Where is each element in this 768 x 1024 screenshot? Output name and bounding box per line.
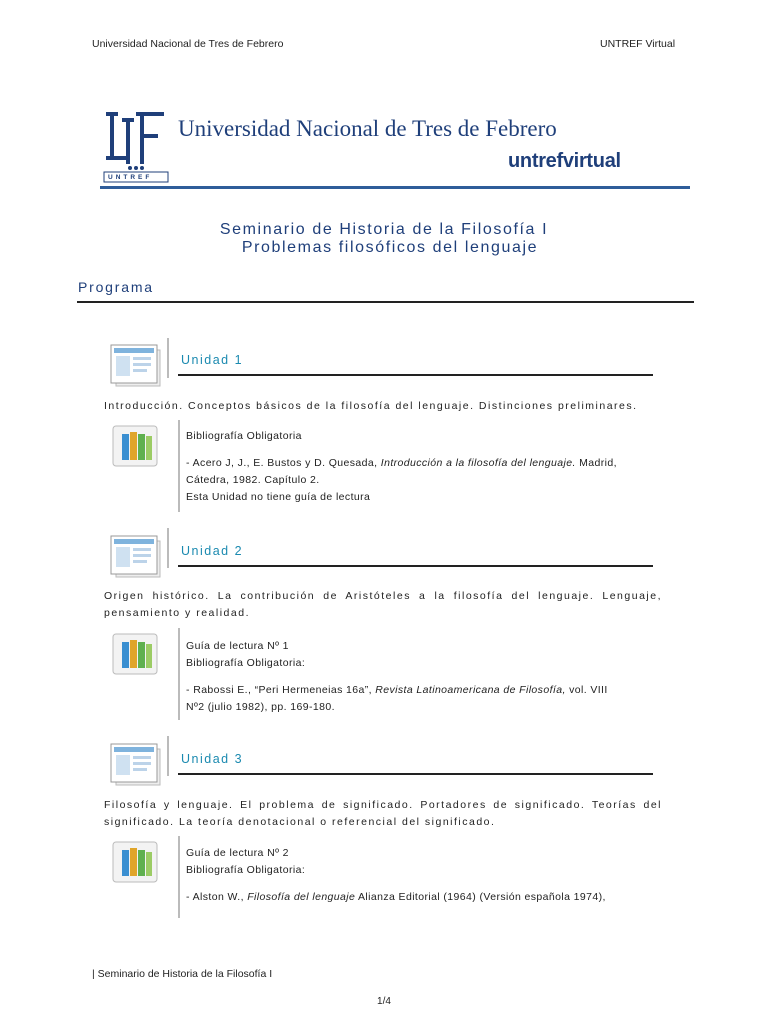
document-icon xyxy=(108,531,162,581)
unit-2-description: Origen histórico. La contribución de Aristóteles a la filosofía del lenguaje. Lenguaje, pensamiento y realidad. xyxy=(104,590,662,619)
bib-reference: - Rabossi E., “Peri Hermeneias 16a”, Revista Latinoamericana de Filosofía, vol. VIII xyxy=(186,684,608,696)
bib-line: Guía de lectura Nº 1 xyxy=(186,640,289,652)
university-name: Universidad Nacional de Tres de Febrero xyxy=(178,116,557,141)
unit-2-heading: Unidad 2 xyxy=(181,544,244,558)
bib-separator xyxy=(178,836,180,918)
bib-reference: - Alston W., Filosofía del lenguaje Alianza Editorial (1964) (Versión española 1974), xyxy=(186,891,606,903)
books-icon xyxy=(110,630,162,680)
unit-icon-separator xyxy=(167,528,169,568)
bib-line: Bibliografía Obligatoria: xyxy=(186,657,306,669)
untrefvirtual-wordmark: untrefvirtual xyxy=(508,150,621,172)
books-icon xyxy=(110,838,162,888)
unit-2-bibliography xyxy=(186,638,648,716)
bib-line: Esta Unidad no tiene guía de lectura xyxy=(186,491,371,503)
unit-1-description: Introducción. Conceptos básicos de la filosofía del lenguaje. Distinciones preliminares. xyxy=(104,400,638,412)
header-institution: Universidad Nacional de Tres de Febrero xyxy=(92,38,284,50)
untref-logo-mark xyxy=(100,106,172,184)
unit-2-rule xyxy=(178,565,653,567)
section-divider xyxy=(77,301,694,303)
section-title: Programa xyxy=(78,279,154,295)
bib-separator xyxy=(178,420,180,512)
logo-mark-text: UNTREF xyxy=(108,174,153,181)
bib-line: Bibliografía Obligatoria xyxy=(186,430,302,442)
bib-line: Nº2 (julio 1982), pp. 169-180. xyxy=(186,701,335,713)
header-brand: UNTREF Virtual xyxy=(600,38,676,50)
footer-course-name: | Seminario de Historia de la Filosofía I xyxy=(92,968,273,980)
bib-line: Bibliografía Obligatoria: xyxy=(186,864,306,876)
unit-3-description: Filosofía y lenguaje. El problema de significado. Portadores de significado. Teorías del significado. La teoría denotacional o referencial del significado. xyxy=(104,799,662,828)
bib-line: Guía de lectura Nº 2 xyxy=(186,847,289,859)
unit-3-heading: Unidad 3 xyxy=(181,752,244,766)
document-icon xyxy=(108,340,162,390)
bib-reference: - Acero J, J., E. Bustos y D. Quesada, Introducción a la filosofía del lenguaje. Madrid, xyxy=(186,457,617,469)
unit-3-bibliography xyxy=(186,845,656,906)
unit-icon-separator xyxy=(167,338,169,378)
bib-separator xyxy=(178,628,180,720)
unit-1-rule xyxy=(178,374,653,376)
course-title: Seminario de Historia de la Filosofía I xyxy=(219,221,549,238)
logo-divider xyxy=(100,186,690,189)
unit-icon-separator xyxy=(167,736,169,776)
unit-1-bibliography xyxy=(186,428,648,506)
course-subtitle: Problemas filosóficos del lenguaje xyxy=(241,239,539,256)
bib-line: Cátedra, 1982. Capítulo 2. xyxy=(186,474,320,486)
document-icon xyxy=(108,739,162,789)
books-icon xyxy=(110,422,162,472)
page-number: 1/4 xyxy=(377,996,391,1007)
unit-1-heading: Unidad 1 xyxy=(181,353,244,367)
unit-3-rule xyxy=(178,773,653,775)
